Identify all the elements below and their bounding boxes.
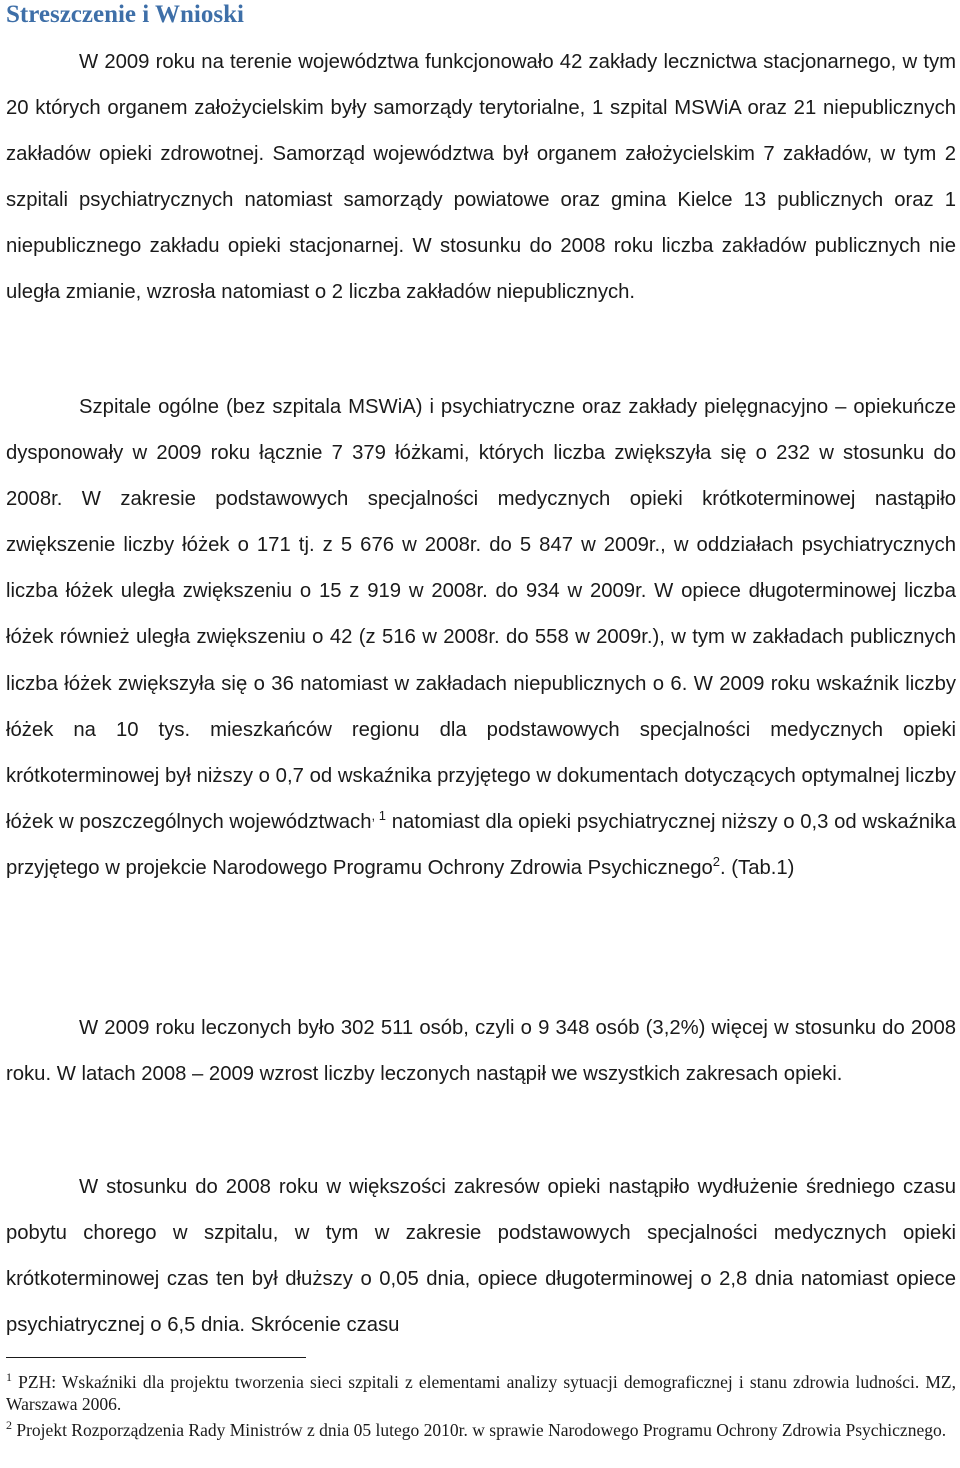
footnote-ref-2[interactable]: 2 [712, 853, 721, 869]
footnote-2-text: Projekt Rozporządzenia Rady Ministrów z dnia 05 lutego 2010r. w sprawie Narodowego Programu Ochrony Zdrowia Psychicznego. [12, 1420, 947, 1440]
footnote-marker-1: 1 [6, 1370, 12, 1384]
footnote-marker-2: 2 [6, 1418, 12, 1432]
paragraph-beds-text-c: . (Tab.1) [720, 856, 795, 879]
paragraph-patients: W 2009 roku leczonych było 302 511 osób, czyli o 9 348 osób (3,2%) więcej w stosunku do 2008 roku. W latach 2008 – 2009 wzrost liczby leczonych nastąpił we wszystkich zakresach opieki. [6, 1017, 956, 1086]
section-heading: Streszczenie i Wnioski [6, 1, 244, 28]
paragraph-beds-text-a: Szpitale ogólne (bez szpitala MSWiA) i psychiatryczne oraz zakłady pielęgnacyjno – opiekuńcze dysponowały w 2009 roku łącznie 7 379 łóżkami, których liczba zwiększyła się o 232 w stosunku do 2008r. W zakresie podstawowych specjalności medycznych opieki krótkoterminowej nastąpiło zwiększenie liczby łóżek o 171 tj. z 5 676 w 2008r. do 5 847 w 2009r., w oddziałach psychiatrycznych liczba łóżek uległa zwiększeniu o 15 z 919 w 2008r. do 934 w 2009r. W opiece długoterminowej liczba łóżek również uległa zwiększeniu o 42 (z 516 w 2008r. do 558 w 2009r.), w tym w zakładach publicznych liczba łóżek zwiększyła się o 36 natomiast w zakładach niepublicznych o 6. W 2009 roku wskaźnik liczby łóżek na 10 tys. mieszkańców regionu dla podstawowych specjalności medycznych opieki krótkoterminowej był niższy o 0,7 od wskaźnika przyjętego w dokumentach dotyczących optymalnej liczby łóżek w poszczególnych województwach [6, 396, 956, 833]
paragraph-beds-text-b: natomiast dla opieki psychiatrycznej niższy o 0,3 od wskaźnika przyjętego w projekcie Narodowego Programu Ochrony Zdrowia Psychicznego [6, 810, 956, 879]
footnote-1 [6, 1371, 956, 1415]
footnote-2 [6, 1419, 956, 1441]
footnote-separator [6, 1357, 306, 1358]
paragraph-stay-length: W stosunku do 2008 roku w większości zakresów opieki nastąpiło wydłużenie średniego czasu pobytu chorego w szpitalu, w tym w zakresie podstawowych specjalności medycznych opieki krótkoterminowej czas ten był dłuższy o 0,05 dnia, opiece długoterminowej o 2,8 dnia natomiast opiece psychiatrycznej o 6,5 dnia. Skrócenie czasu [6, 1176, 956, 1337]
footnote-ref-1[interactable]: , 1 [371, 807, 387, 823]
paragraph-beds [6, 384, 956, 891]
footnote-1-text: PZH: Wskaźniki dla projektu tworzenia sieci szpitali z elementami analizy sytuacji demograficznej i stanu zdrowia ludności. MZ, Warszawa 2006. [6, 1372, 956, 1414]
paragraph-facilities: W 2009 roku na terenie województwa funkcjonowało 42 zakłady lecznictwa stacjonarnego, w tym 20 których organem założycielskim były samorządy terytorialne, 1 szpital MSWiA oraz 21 niepublicznych zakładów opieki zdrowotnej. Samorząd województwa był organem założycielskim 7 zakładów, w tym 2 szpitali psychiatrycznych natomiast samorządy powiatowe oraz gmina Kielce 13 publicznych oraz 1 niepublicznego zakładu opieki stacjonarnej. W stosunku do 2008 roku liczba zakładów publicznych nie uległa zmianie, wzrosła natomiast o 2 liczba zakładów niepublicznych. [6, 51, 956, 304]
